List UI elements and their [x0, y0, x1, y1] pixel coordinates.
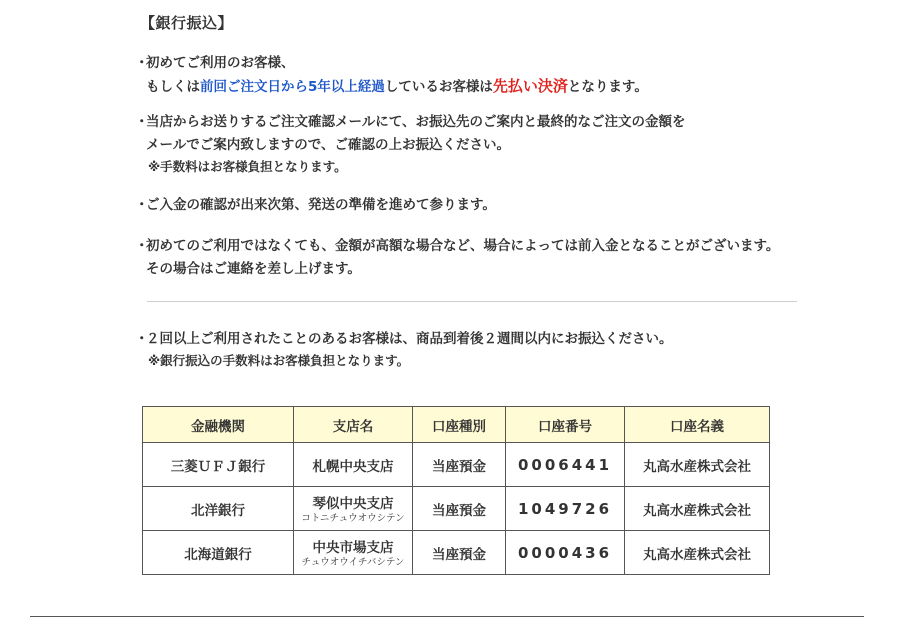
header-bank: 金融機関 [143, 407, 294, 443]
info-item-shipping [135, 194, 496, 217]
account-type: 当座預金 [413, 443, 506, 487]
header-account-number: 口座番号 [506, 407, 625, 443]
bank-name: 北洋銀行 [143, 487, 294, 531]
confirm-mail-line1: 当店からお送りするご注文確認メールにて、お振込先のご案内と最終的なご注文の金額を [146, 114, 686, 130]
table-row [143, 487, 770, 531]
account-holder: 丸高水産株式会社 [625, 443, 770, 487]
account-holder: 丸高水産株式会社 [625, 487, 770, 531]
footer-divider [30, 616, 864, 617]
branch-kana: チュウオウイチバシテン [301, 557, 405, 568]
bank-name: 三菱ＵＦＪ銀行 [143, 443, 294, 487]
bullet: ・ [135, 331, 149, 347]
high-amount-line2: その場合はご連絡を差し上げます。 [146, 261, 361, 277]
high-amount-line1: 初めてのご利用ではなくても、金額が高額な場合など、場合によっては前入金となることがございます。 [146, 238, 780, 254]
fee-note: ※手数料はお客様負担となります。 [148, 159, 347, 174]
first-time-line1: 初めてご利用のお客様、 [146, 55, 295, 71]
account-type: 当座預金 [413, 531, 506, 575]
account-type: 当座預金 [413, 487, 506, 531]
bullet: ・ [135, 114, 149, 130]
bullet: ・ [135, 238, 149, 254]
account-number: 0000436 [506, 531, 625, 575]
table-row [143, 443, 770, 487]
bank-account-table [142, 406, 770, 575]
branch-name: 琴似中央支店 コトニチュウオウシテン [294, 487, 413, 531]
transfer-fee-note: ※銀行振込の手数料はお客様負担となります。 [148, 353, 410, 368]
info-item-repeat-customer [135, 328, 673, 371]
account-number: 1049726 [506, 487, 625, 531]
branch-name: 中央市場支店 チュウオウイチバシテン [294, 531, 413, 575]
table-header-row [143, 407, 770, 443]
account-number: 0006441 [506, 443, 625, 487]
info-item-confirm-mail [135, 111, 685, 177]
bullet: ・ [135, 197, 149, 213]
section-heading: 【銀行振込】 [140, 14, 234, 32]
header-account-type: 口座種別 [413, 407, 506, 443]
bank-name: 北海道銀行 [143, 531, 294, 575]
repeat-customer-line1: ２回以上ご利用されたことのあるお客様は、商品到着後２週間以内にお振込ください。 [146, 331, 673, 347]
info-item-high-amount [135, 235, 779, 281]
confirm-mail-line2: メールでご案内致しますので、ご確認の上お振込ください。 [146, 137, 510, 153]
prepayment-highlight: 先払い決済 [492, 77, 568, 95]
first-time-line2: もしくは前回ご注文日から5年以上経過しているお客様は先払い決済となります。 [146, 77, 648, 95]
branch-name: 札幌中央支店 [294, 443, 413, 487]
section-divider [147, 301, 797, 302]
account-holder: 丸高水産株式会社 [625, 531, 770, 575]
info-item-first-time [135, 52, 648, 99]
bullet: ・ [135, 55, 149, 71]
shipping-line1: ご入金の確認が出来次第、発送の準備を進めて参ります。 [146, 197, 496, 213]
header-branch: 支店名 [294, 407, 413, 443]
elapsed-years-highlight: 前回ご注文日から5年以上経過 [200, 79, 385, 95]
branch-kana: コトニチュウオウシテン [301, 513, 405, 524]
header-account-holder: 口座名義 [625, 407, 770, 443]
table-row [143, 531, 770, 575]
